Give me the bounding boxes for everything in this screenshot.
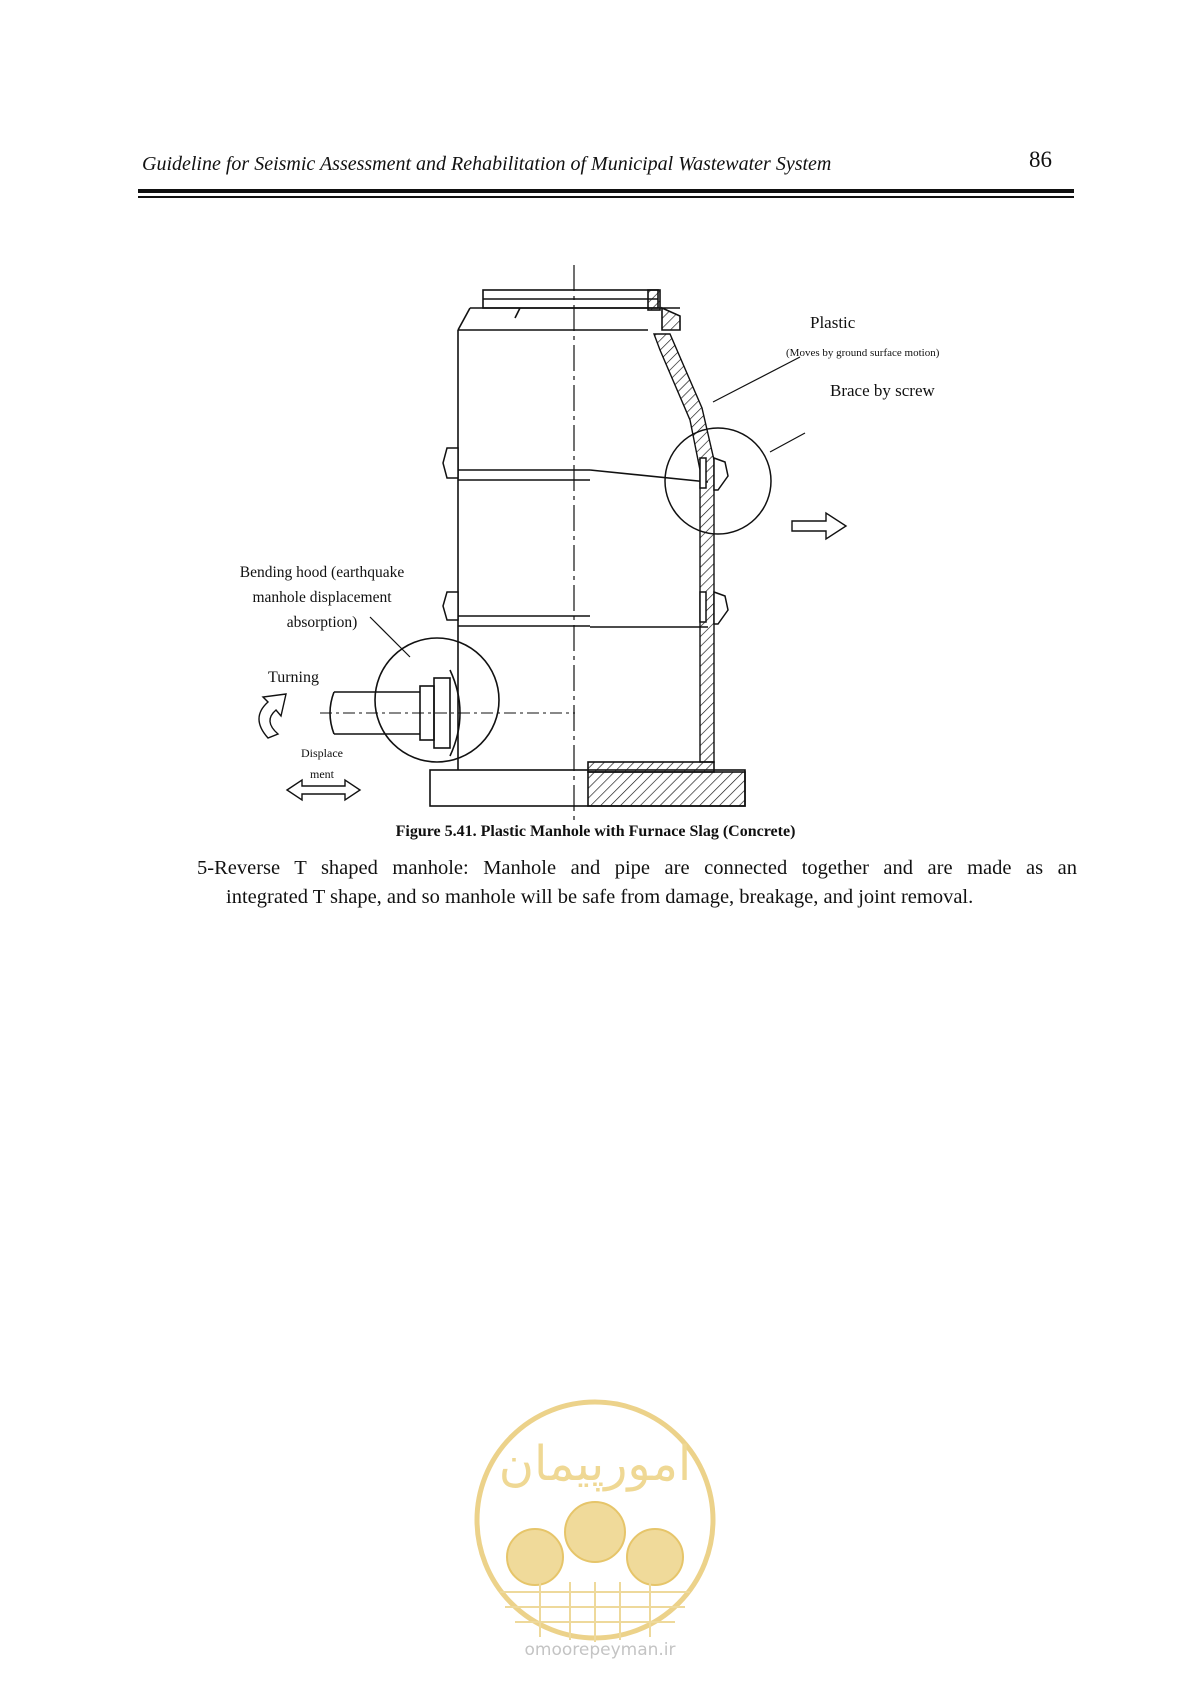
label-displace-1: Displace (301, 746, 343, 760)
bending-hood-circle (375, 638, 499, 762)
leader-lines (370, 357, 805, 657)
header-rule-thin (138, 196, 1074, 198)
joint-clips (443, 448, 728, 624)
watermark-logo (460, 1392, 730, 1662)
label-brace: Brace by screw (830, 381, 935, 400)
body-paragraph (197, 854, 1077, 912)
label-plastic: Plastic (810, 313, 856, 332)
displacement-arrow-right (792, 513, 846, 539)
figure-caption: Figure 5.41. Plastic Manhole with Furnace Slag (Concrete) (395, 823, 796, 840)
manhole-figure (230, 255, 1010, 827)
running-header-title: Guideline for Seismic Assessment and Rehabilitation of Municipal Wastewater System (142, 153, 832, 175)
manhole-shaft (458, 330, 708, 770)
page-number: 86 (1029, 147, 1052, 172)
label-bending-2: manhole displacement (252, 589, 392, 606)
turning-arrow (259, 694, 286, 738)
label-displace-2: ment (310, 767, 334, 781)
manhole-base (430, 762, 745, 806)
label-bending-1: Bending hood (earthquake (239, 564, 405, 581)
pipe-connection (320, 638, 575, 762)
watermark-logo-text: امورپیمان (498, 1436, 692, 1492)
label-moves: (Moves by ground surface motion) (786, 347, 940, 359)
hatched-wall (654, 334, 714, 762)
label-bending-3: absorption) (286, 614, 358, 631)
paragraph-line-1: 5-Reverse T shaped manhole: Manhole and pipe are connected together and are made as an (197, 857, 1077, 879)
label-turning: Turning (268, 669, 319, 686)
manhole-cover (458, 290, 680, 330)
watermark-url: omoorepeyman.ir (524, 1640, 676, 1660)
header-rule-thick (138, 189, 1074, 193)
double-arrow (287, 780, 360, 800)
paragraph-line-2: integrated T shape, and so manhole will be safe from damage, breakage, and joint removal. (226, 886, 974, 908)
